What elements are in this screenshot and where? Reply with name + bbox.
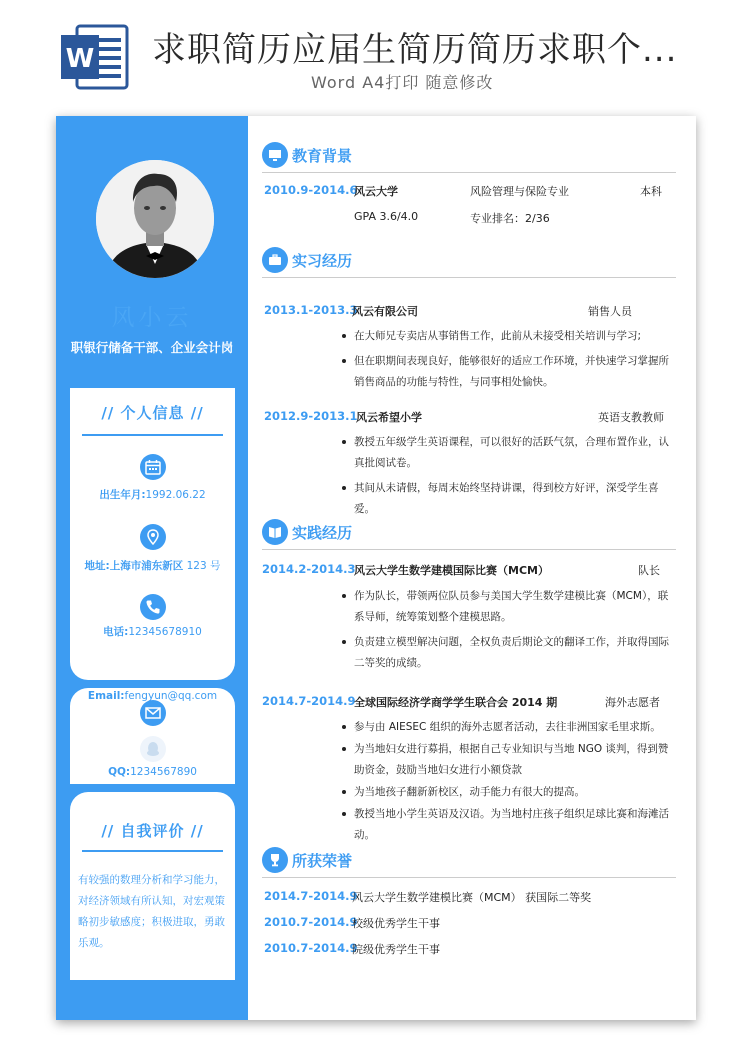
personal-info-title: // 个人信息 //	[101, 404, 204, 422]
divider	[262, 549, 676, 550]
internship-org: 风云有限公司	[352, 305, 418, 318]
honor-text: 风云大学生数学建模比赛（MCM） 获国际二等奖	[352, 891, 592, 904]
trophy-icon	[262, 847, 288, 873]
monitor-icon	[262, 142, 288, 168]
internship-date: 2013.1-2013.3	[264, 303, 358, 317]
list-item: 教授五年级学生英语课程，可以很好的活跃气氛，合理布置作业，认真批阅试卷。	[340, 432, 678, 474]
email: Email:fengyun@qq.com	[87, 690, 218, 702]
rank: 专业排名：2/36	[470, 212, 550, 225]
honor-text: 院级优秀学生干事	[352, 943, 440, 956]
avatar	[96, 160, 214, 278]
divider	[262, 172, 676, 173]
birth-date: 出生年月:1992.06.22	[99, 489, 206, 501]
main-content	[248, 116, 696, 1020]
gpa: GPA 3.6/4.0	[354, 210, 419, 223]
address: 地址:上海市浦东新区 123 号	[84, 560, 221, 572]
document-title: 求职简历应届生简历简历求职个...	[152, 30, 678, 70]
document-header	[0, 0, 750, 105]
phone: 电话:12345678910	[103, 626, 202, 638]
list-item: 在大师兄专卖店从事销售工作，此前从未接受相关培训与学习;	[340, 326, 678, 347]
internship-bullets	[340, 432, 678, 524]
qq-penguin-icon	[140, 736, 166, 762]
self-evaluation-text: 有较强的数理分析和学习能力，对经济领域有所认知，对宏观策略初步敏感度；积极进取，勇敢乐观。	[78, 874, 225, 949]
candidate-name: 风小云	[111, 305, 193, 331]
divider	[262, 877, 676, 878]
personal-info-card	[70, 388, 235, 680]
email-icon	[140, 700, 166, 726]
internship-title: 实习经历	[292, 252, 353, 270]
practice-bullets	[340, 717, 678, 847]
honor-date: 2010.7-2014.9	[264, 915, 358, 929]
honor-date: 2010.7-2014.9	[264, 941, 358, 955]
phone-icon	[140, 594, 166, 620]
honors-title: 所获荣誉	[292, 852, 353, 870]
internship-date: 2012.9-2013.1	[264, 409, 358, 423]
practice-role: 队长	[638, 564, 660, 577]
list-item: 负责建立模型解决问题，全权负责后期论文的翻译工作，并取得国际二等奖的成绩。	[340, 632, 678, 674]
job-target: 职银行储备干部、企业会计岗	[70, 340, 234, 355]
briefcase-icon	[262, 247, 288, 273]
calendar-icon	[140, 454, 166, 480]
list-item: 作为队长，带领两位队员参与美国大学生数学建模比赛（MCM），联系导师，统筹策划整个建模思路。	[340, 586, 678, 628]
svg-text:W: W	[65, 44, 95, 74]
honor-date: 2014.7-2014.9	[264, 889, 358, 903]
education-title: 教育背景	[292, 147, 353, 165]
divider	[82, 434, 223, 436]
list-item: 为当地孩子翻新新校区，动手能力有很大的提高。	[340, 782, 678, 803]
school-name: 风云大学	[354, 185, 398, 198]
sidebar	[56, 116, 248, 1020]
email-row	[70, 690, 235, 702]
list-item: 其间从未请假，每周末始终坚持讲课，得到校方好评，深受学生喜爱。	[340, 478, 678, 520]
internship-role: 销售人员	[588, 305, 632, 318]
practice-title: 实践经历	[292, 524, 353, 542]
internship-bullets	[340, 326, 678, 397]
practice-org: 风云大学生数学建模国际比赛（MCM）	[354, 564, 549, 577]
resume-page	[56, 116, 696, 1020]
book-icon	[262, 519, 288, 545]
list-item: 参与由 AIESEC 组织的海外志愿者活动，去往非洲国家毛里求斯。	[340, 717, 678, 738]
divider	[82, 850, 223, 852]
honor-text: 校级优秀学生干事	[352, 917, 440, 930]
divider	[262, 277, 676, 278]
degree: 本科	[640, 185, 662, 198]
practice-date: 2014.7-2014.9	[262, 694, 356, 708]
list-item: 为当地妇女进行募捐，根据自己专业知识与当地 NGO 谈判，得到赞助资金，鼓励当地妇女进行小额贷款	[340, 739, 678, 781]
list-item: 教授当地小学生英语及汉语。为当地村庄孩子组织足球比赛和海滩活动。	[340, 804, 678, 846]
practice-org: 全球国际经济学商学学生联合会 2014 期	[354, 696, 558, 709]
internship-role: 英语支教教师	[598, 411, 664, 424]
practice-date: 2014.2-2014.3	[262, 562, 356, 576]
qq: QQ:1234567890	[108, 766, 197, 778]
education-date: 2010.9-2014.6	[264, 183, 358, 197]
major: 风险管理与保险专业	[470, 185, 569, 198]
document-subtitle: Word A4打印 随意修改	[311, 73, 494, 92]
self-evaluation-card	[70, 792, 235, 980]
word-icon	[59, 22, 131, 92]
list-item: 但在职期间表现良好，能够很好的适应工作环境，并快速学习掌握所销售商品的功能与特性，与同事相处愉快。	[340, 351, 678, 393]
self-evaluation-title: // 自我评价 //	[101, 822, 204, 840]
practice-bullets	[340, 586, 678, 678]
internship-org: 风云希望小学	[356, 411, 422, 424]
location-icon	[140, 524, 166, 550]
practice-role: 海外志愿者	[605, 696, 660, 709]
